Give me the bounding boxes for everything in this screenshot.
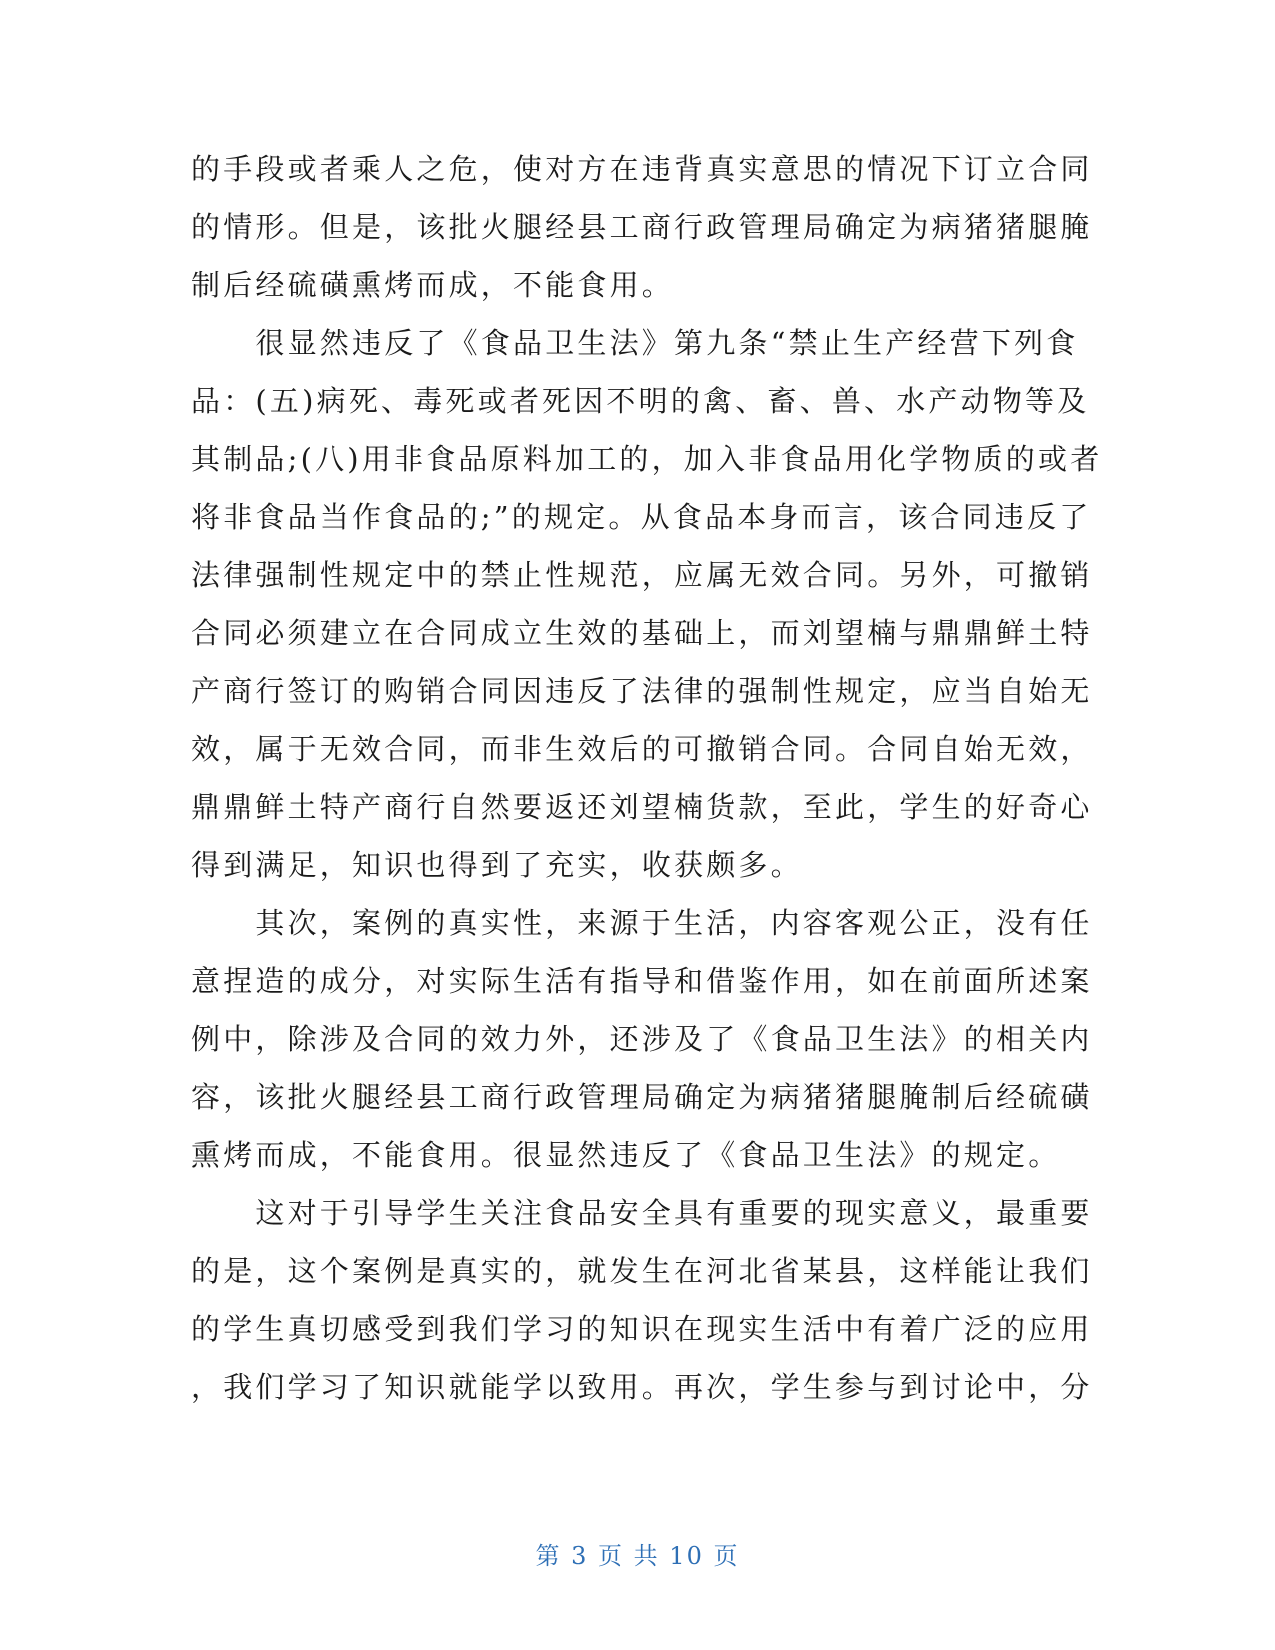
- paragraph-1: [191, 140, 1093, 314]
- page-number-footer: 第 3 页 共 10 页: [535, 1542, 740, 1570]
- paragraph-3: [191, 894, 1093, 1184]
- text-line: 其制品;(八)用非食品原料加工的，加入非食品用化学物质的或者: [191, 442, 1103, 476]
- text-line: 很显然违反了《食品卫生法》第九条“禁止生产经营下列食: [191, 326, 1079, 360]
- text-line: 合同必须建立在合同成立生效的基础上，而刘望楠与鼎鼎鲜土特: [191, 616, 1093, 650]
- text-line: 制后经硫磺熏烤而成，不能食用。: [191, 268, 675, 302]
- text-line: 容，该批火腿经县工商行政管理局确定为病猪猪腿腌制后经硫磺: [191, 1080, 1093, 1114]
- text-line: ，我们学习了知识就能学以致用。再次，学生参与到讨论中，分: [191, 1370, 1093, 1404]
- text-line: 品：(五)病死、毒死或者死因不明的禽、畜、兽、水产动物等及: [191, 384, 1090, 418]
- text-line: 将非食品当作食品的;”的规定。从食品本身而言，该合同违反了: [191, 500, 1092, 534]
- text-line: 例中，除涉及合同的效力外，还涉及了《食品卫生法》的相关内: [191, 1022, 1093, 1056]
- text-line: 的是，这个案例是真实的，就发生在河北省某县，这样能让我们: [191, 1254, 1093, 1288]
- text-line: 法律强制性规定中的禁止性规范，应属无效合同。另外，可撤销: [191, 558, 1093, 592]
- paragraph-2: [191, 314, 1103, 894]
- text-line: 的手段或者乘人之危，使对方在违背真实意思的情况下订立合同: [191, 152, 1093, 186]
- text-line: 得到满足，知识也得到了充实，收获颇多。: [191, 848, 803, 882]
- text-line: 效，属于无效合同，而非生效后的可撤销合同。合同自始无效，: [191, 732, 1093, 766]
- document-body: [191, 140, 1103, 1416]
- text-line: 其次，案例的真实性，来源于生活，内容客观公正，没有任: [191, 906, 1093, 940]
- text-line: 熏烤而成，不能食用。很显然违反了《食品卫生法》的规定。: [191, 1138, 1061, 1172]
- text-line: 意捏造的成分，对实际生活有指导和借鉴作用，如在前面所述案: [191, 964, 1093, 998]
- text-line: 这对于引导学生关注食品安全具有重要的现实意义，最重要: [191, 1196, 1093, 1230]
- text-line: 产商行签订的购销合同因违反了法律的强制性规定，应当自始无: [191, 674, 1093, 708]
- text-line: 的学生真切感受到我们学习的知识在现实生活中有着广泛的应用: [191, 1312, 1093, 1346]
- text-line: 鼎鼎鲜土特产商行自然要返还刘望楠货款，至此，学生的好奇心: [191, 790, 1093, 824]
- paragraph-4: [191, 1184, 1093, 1416]
- text-line: 的情形。但是，该批火腿经县工商行政管理局确定为病猪猪腿腌: [191, 210, 1093, 244]
